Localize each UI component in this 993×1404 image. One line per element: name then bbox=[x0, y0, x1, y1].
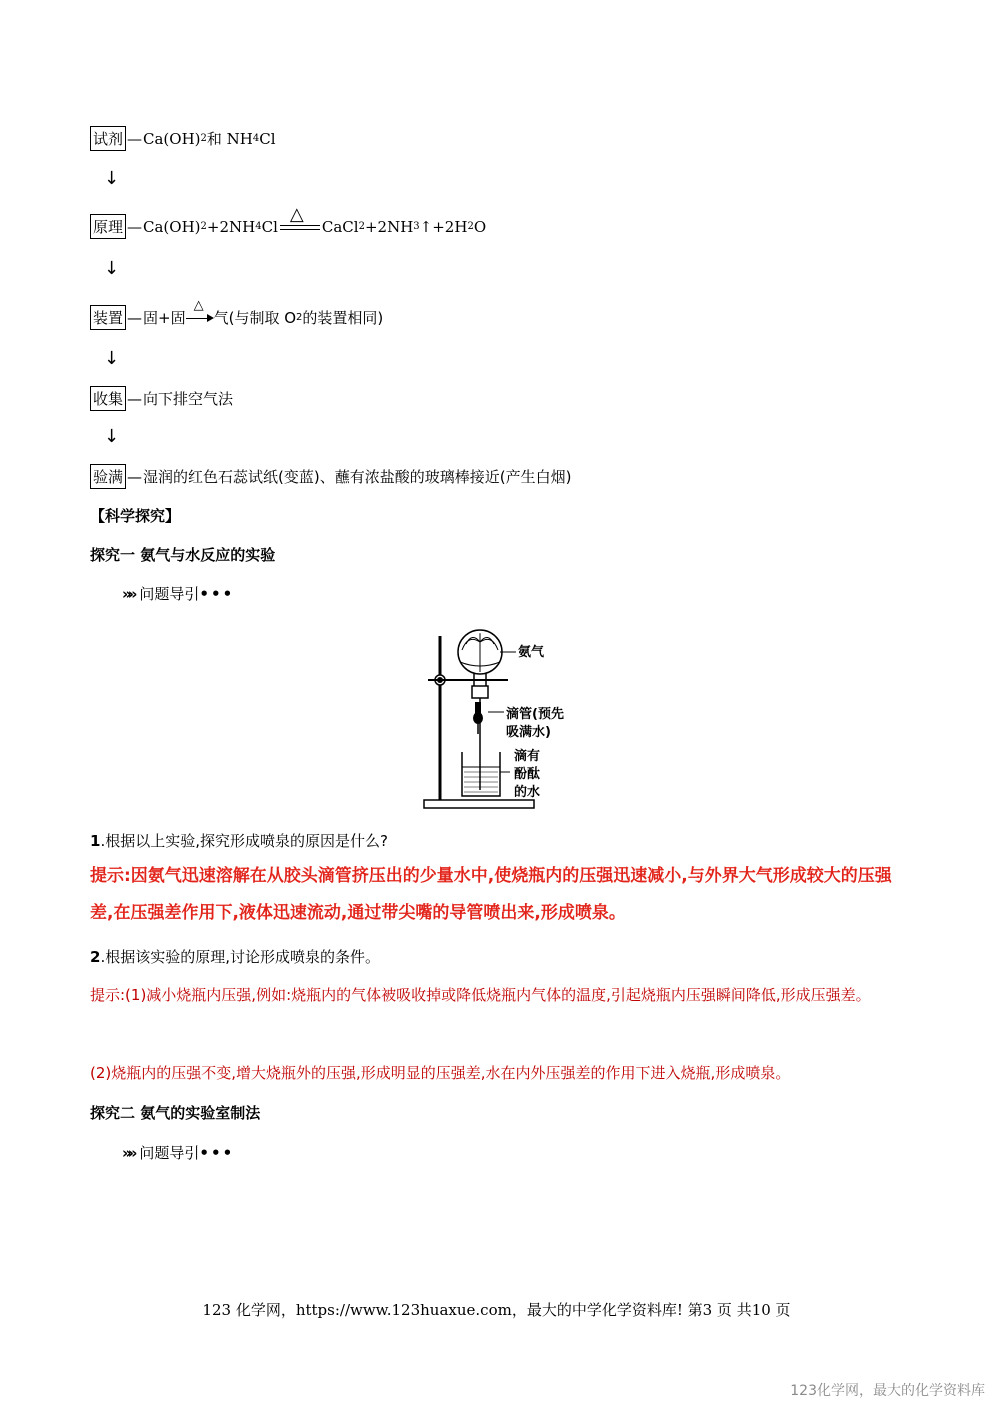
collection-label: 收集 bbox=[90, 386, 126, 411]
down-arrow-icon: ↓ bbox=[104, 426, 120, 447]
heat-icon: △ bbox=[289, 203, 304, 225]
page-footer: 123 化学网，https://www.123huaxue.com，最大的中学化学资料库! 第3 页 共10 页 bbox=[202, 1301, 791, 1319]
explore1-title: 探究一 氨气与水反应的实验 bbox=[90, 546, 276, 564]
problem-guide-2: »» 问题导引••• bbox=[122, 1144, 235, 1162]
label-dropper-2: 吸满水) bbox=[506, 725, 551, 740]
equal-heat-sign bbox=[280, 203, 320, 238]
flow-apparatus: 装置 — 固+固 △ 气(与制取 O 2 的装置相同) bbox=[90, 305, 383, 330]
down-arrow-icon: ↓ bbox=[104, 348, 120, 369]
hint-2a: 提示:(1)减小烧瓶内压强,例如:烧瓶内的气体被吸收掉或降低烧瓶内气体的温度,引起烧瓶内压强瞬间降低,形成压强差。 bbox=[90, 986, 871, 1004]
question-1: 1.根据以上实验,探究形成喷泉的原因是什么? bbox=[90, 832, 388, 850]
reagent-label: 试剂 bbox=[90, 126, 126, 151]
flow-test: 验满 — 湿润的红色石蕊试纸(变蓝)、蘸有浓盐酸的玻璃棒接近(产生白烟) bbox=[90, 464, 571, 489]
dots-icon: ••• bbox=[199, 1144, 235, 1162]
label-gas: 氨气 bbox=[518, 645, 545, 660]
down-arrow-icon: ↓ bbox=[104, 168, 120, 189]
heat-icon: △ bbox=[193, 297, 204, 313]
label-dropper-1: 滴管(预先 bbox=[506, 707, 564, 722]
label-water-3: 的水 bbox=[514, 785, 541, 800]
chevron-icon: »» bbox=[122, 1144, 134, 1162]
principle-label: 原理 bbox=[90, 214, 126, 239]
flow-principle: 原理 — Ca(OH) 2 +2NH 4 Cl △ CaCl 2 +2NH 3 ↑+2H 2 O bbox=[90, 214, 486, 239]
flow-collection: 收集 — 向下排空气法 bbox=[90, 386, 233, 411]
test-label: 验满 bbox=[90, 464, 126, 489]
explore2-title: 探究二 氨气的实验室制法 bbox=[90, 1104, 261, 1122]
chevron-icon: »» bbox=[122, 585, 134, 603]
section-title: 【科学探究】 bbox=[90, 507, 181, 525]
hint-2b: (2)烧瓶内的压强不变,增大烧瓶外的压强,形成明显的压强差,水在内外压强差的作用下进入烧瓶,形成喷泉。 bbox=[90, 1064, 791, 1082]
label-water-2: 酚酞 bbox=[514, 767, 541, 782]
fountain-experiment-figure bbox=[418, 622, 588, 812]
question-2: 2.根据该实验的原理,讨论形成喷泉的条件。 bbox=[90, 948, 380, 966]
problem-guide: »» 问题导引••• bbox=[122, 585, 235, 603]
heat-arrow bbox=[186, 297, 214, 329]
label-water-1: 滴有 bbox=[514, 749, 541, 764]
down-arrow-icon: ↓ bbox=[104, 258, 120, 279]
watermark: 123化学网，最大的化学资料库 bbox=[790, 1383, 985, 1399]
dash: — bbox=[127, 129, 143, 148]
dots-icon: ••• bbox=[199, 585, 235, 603]
apparatus-label: 装置 bbox=[90, 305, 126, 330]
hint-1: 提示:因氨气迅速溶解在从胶头滴管挤压出的少量水中,使烧瓶内的压强迅速减小,与外界大气形成较大的压强差,在压强差作用下,液体迅速流动,通过带尖嘴的导管喷出来,形成喷泉。 bbox=[90, 866, 892, 923]
flow-reagent: 试剂 — Ca(OH) 2 和 NH 4 Cl bbox=[90, 126, 276, 151]
